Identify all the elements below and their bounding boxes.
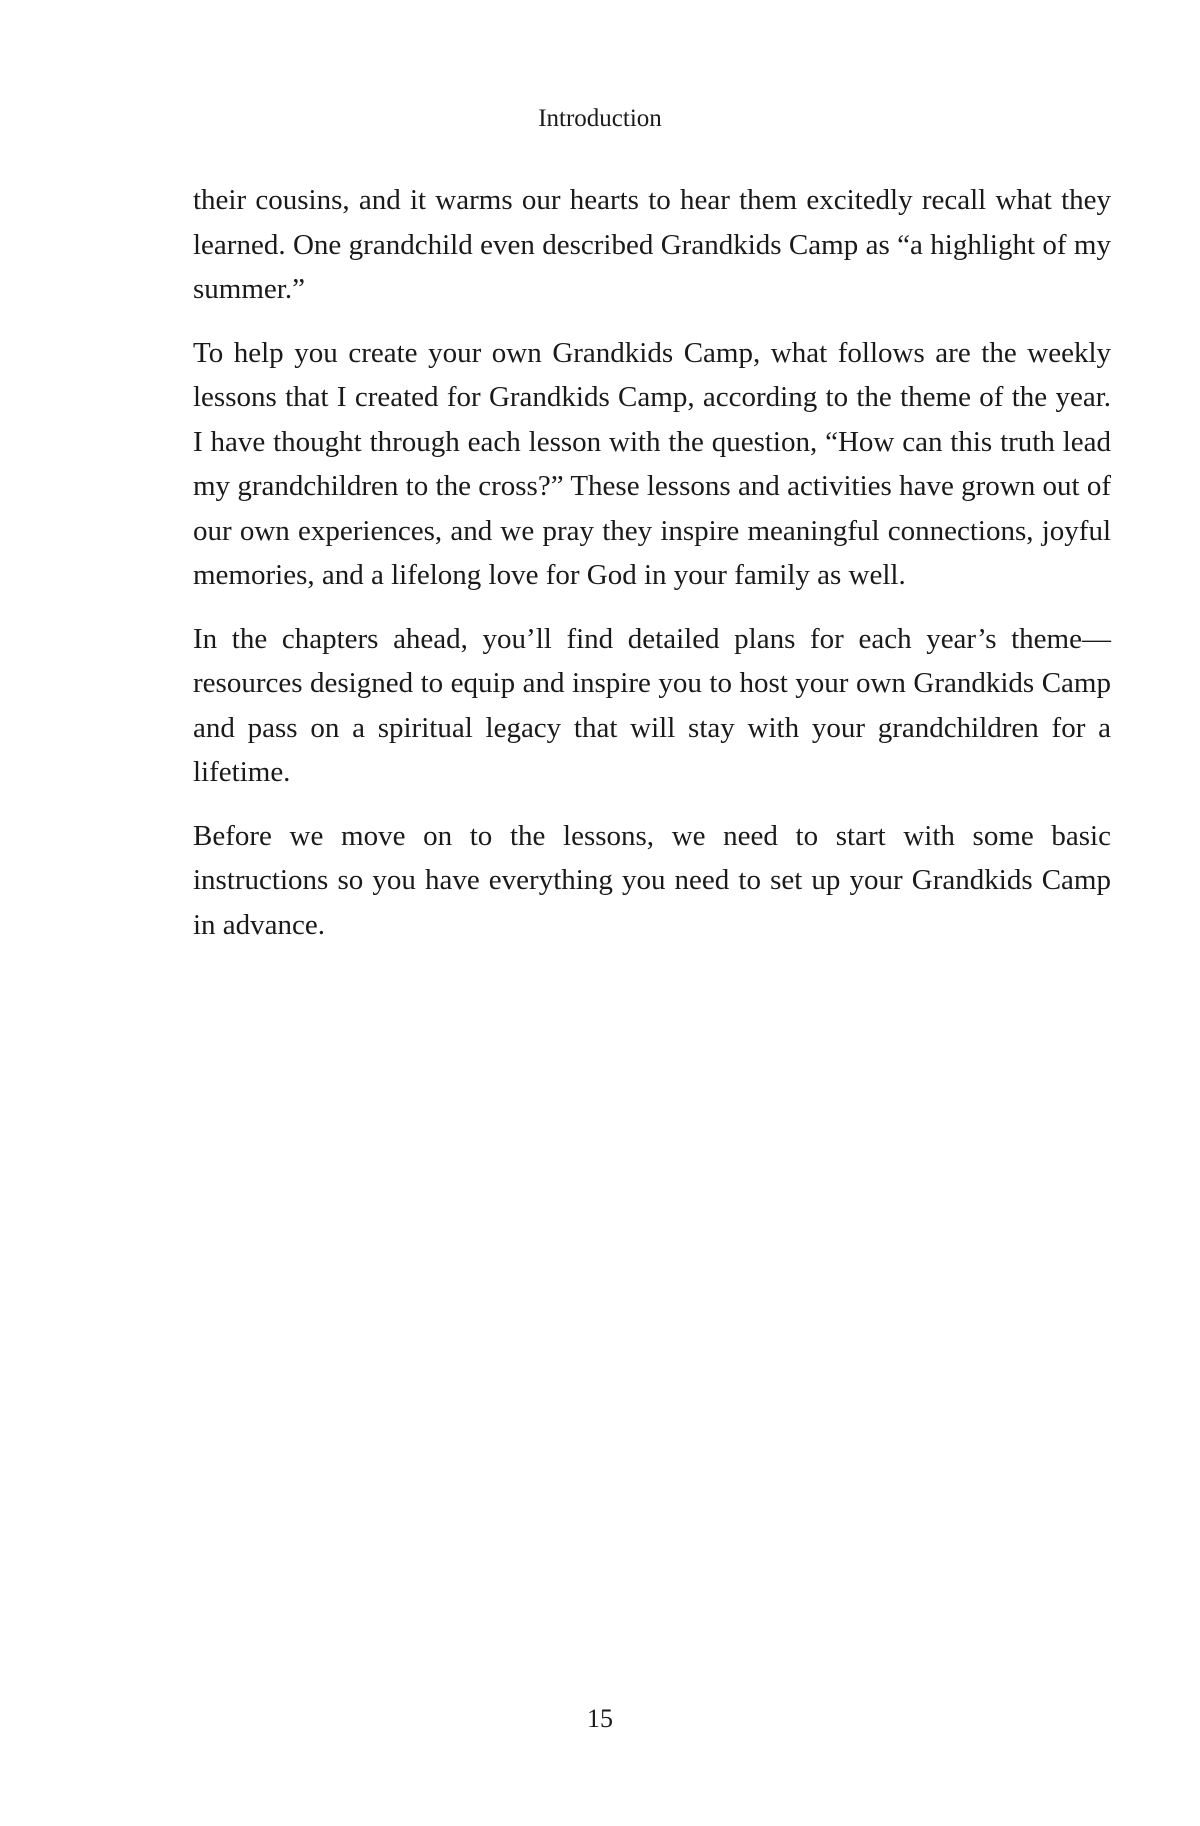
paragraph-4: Before we move on to the lessons, we need to start with some basic instructions so you have everything you need to set up your Grandkids Camp in advance. (193, 819, 1111, 941)
body-text (193, 178, 1111, 966)
paragraph-1: their cousins, and it warms our hearts to hear them excitedly recall what they learned. One grandchild even described Grandkids Camp as “a highlight of my summer.” (193, 184, 1111, 305)
page-number: 15 (587, 1704, 613, 1733)
paragraph-3: In the chapters ahead, you’ll find detailed plans for each year’s theme—resources designed to equip and inspire you to host your own Grandkids Camp and pass on a spiritual legacy that will stay with your grandchildren for a lifetime. (193, 622, 1111, 788)
paragraph-2: To help you create your own Grandkids Camp, what follows are the weekly lessons that I created for Grandkids Camp, according to the theme of the year. I have thought through each lesson with the question, “How can this truth lead my grandchildren to the cross?” These lessons and activities have grown out of our own experiences, and we pray they inspire meaningful connections, joyful memories, and a lifelong love for God in your family as well. (193, 336, 1111, 591)
running-header: Introduction (538, 105, 662, 132)
